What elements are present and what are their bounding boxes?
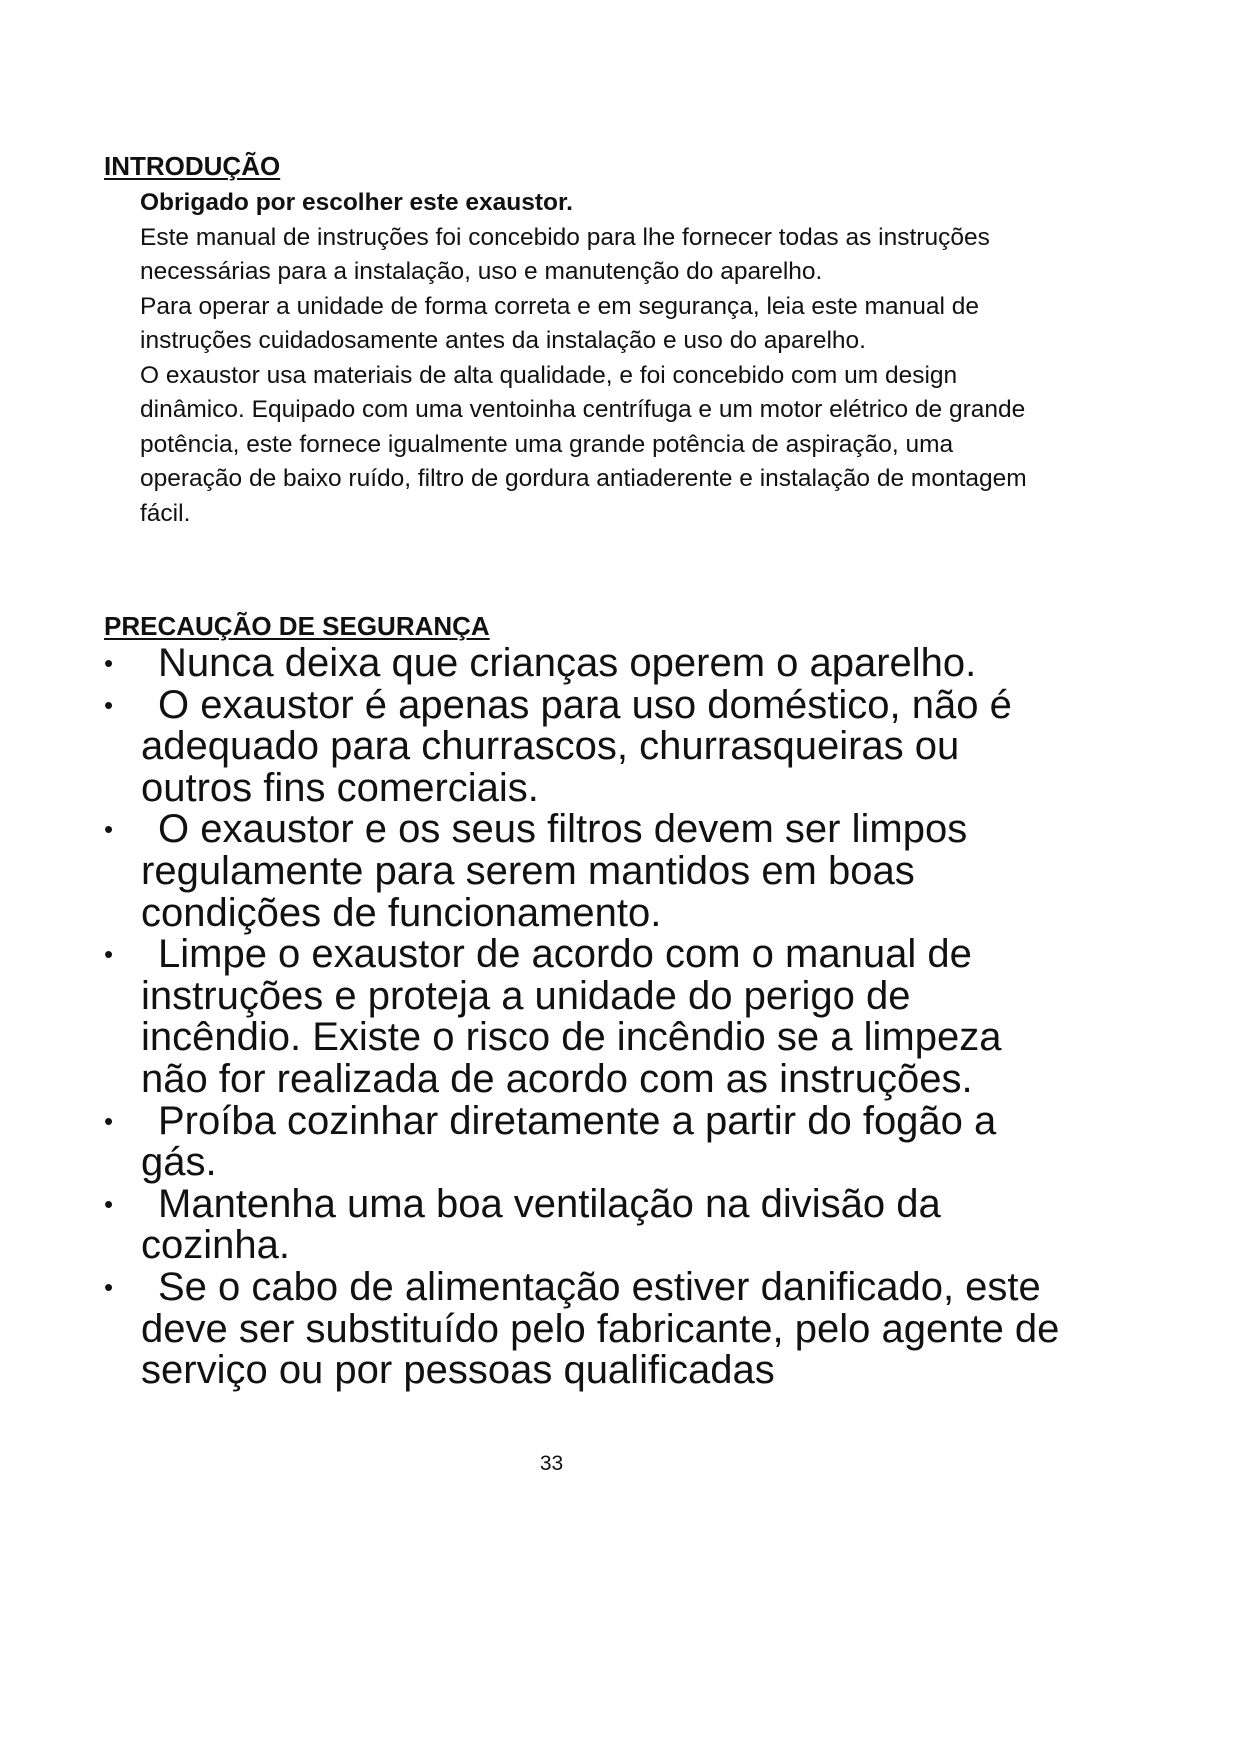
bullet-icon: • — [104, 814, 114, 845]
safety-heading: PRECAUÇÃO DE SEGURANÇA — [104, 611, 490, 641]
intro-paragraph: O exaustor usa materiais de alta qualidade, e foi concebido com um design dinâmico. Equipado com uma ventoinha centrífuga e um motor elétrico de grande potência, este fornece igualmente uma grande potência de aspiração, uma operação de baixo ruído, filtro de gordura antiaderente e instalação de montagem fácil. — [140, 361, 1027, 527]
safety-item-text: Proíba cozinhar diretamente a partir do fogão a gás. — [141, 1098, 997, 1185]
safety-item-text: Mantenha uma boa ventilação na divisão da cozinha. — [141, 1181, 941, 1268]
bullet-icon: • — [104, 648, 114, 678]
safety-item-text: Limpe o exaustor de acordo com o manual de instruções e proteja a unidade do perigo de incêndio. Existe o risco de incêndio se a limpeza não for realizada de acordo com as instruções. — [141, 932, 1002, 1101]
list-item — [104, 643, 1064, 685]
intro-paragraph: Para operar a unidade de forma correta e em segurança, leia este manual de instruções cuidadosamente antes da instalação e uso do aparelho. — [140, 292, 979, 354]
safety-list — [104, 643, 1064, 1392]
bullet-icon: • — [104, 939, 114, 970]
list-item — [104, 1098, 1064, 1185]
list-item — [104, 682, 1064, 810]
intro-paragraph: Este manual de instruções foi concebido para lhe fornecer todas as instruções necessárias para a instalação, uso e manutenção do aparelho. — [140, 223, 990, 285]
list-item — [104, 934, 1064, 1100]
list-item — [104, 809, 1064, 934]
safety-item-text: O exaustor e os seus filtros devem ser limpos regulamente para serem mantidos em boas condições de funcionamento. — [141, 807, 968, 935]
list-item — [104, 1181, 1064, 1268]
safety-item-text: Nunca deixa que crianças operem o aparelho. — [158, 641, 977, 685]
intro-section — [140, 186, 1060, 531]
safety-item-text: O exaustor é apenas para uso doméstico, não é adequado para churrascos, churrasqueiras ou outros fins comerciais. — [141, 682, 1012, 810]
bullet-icon: • — [104, 1105, 114, 1136]
bullet-icon: • — [104, 1188, 114, 1219]
bullet-icon: • — [104, 1271, 114, 1302]
bullet-icon: • — [104, 689, 114, 720]
intro-lead: Obrigado por escolher este exaustor. — [140, 189, 573, 216]
page-number: 33 — [539, 1452, 564, 1475]
safety-item-text: Se o cabo de alimentação estiver danificado, este deve ser substituído pelo fabricante, pelo agente de serviço ou por pessoas qualificadas — [141, 1264, 1060, 1393]
intro-heading: INTRODUÇÃO — [104, 151, 281, 181]
list-item — [104, 1264, 1064, 1393]
